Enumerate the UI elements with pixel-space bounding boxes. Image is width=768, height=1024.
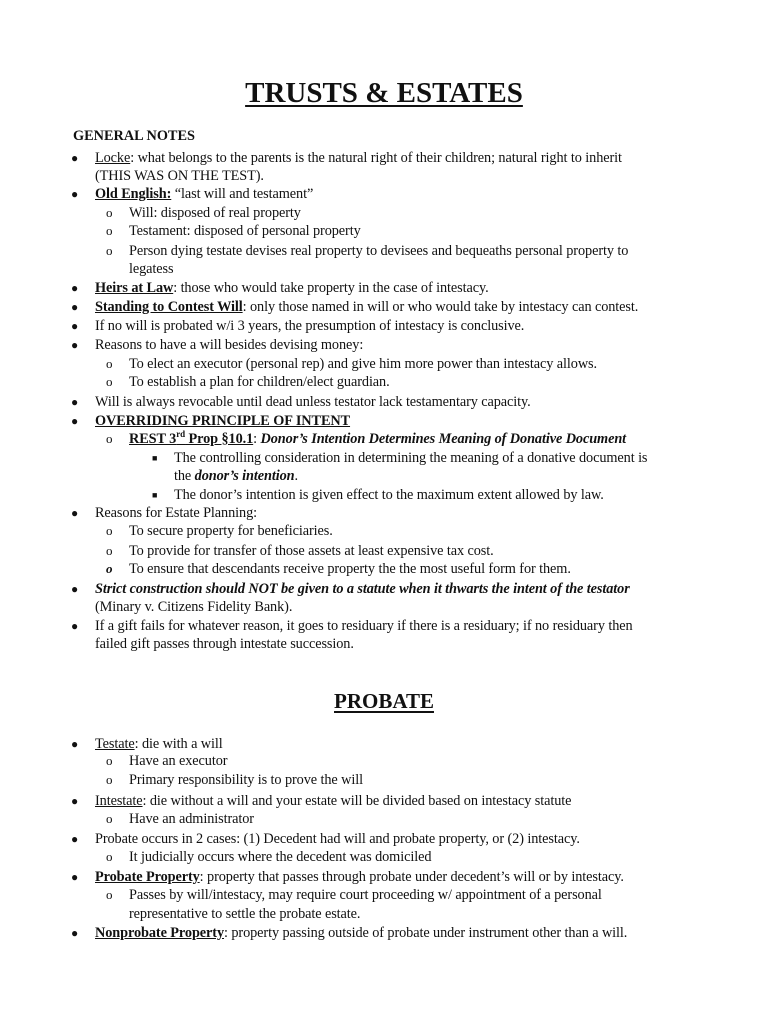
rest-title: Donor’s Intention Determines Meaning of Donative Document bbox=[260, 431, 627, 447]
term-locke: Locke bbox=[95, 150, 131, 166]
rest-citation: REST 3rd Prop §10.1 bbox=[129, 429, 254, 447]
circle-bullet-icon: o bbox=[106, 431, 113, 446]
circle-bullet-icon: o bbox=[106, 561, 113, 576]
sub-item: Passes by will/intestacy, may require court proceeding w/ appointment of a personal bbox=[129, 887, 602, 903]
circle-bullet-icon: o bbox=[106, 205, 113, 220]
document-title: TRUSTS & ESTATES bbox=[245, 77, 523, 109]
list-item-overriding: OVERRIDING PRINCIPLE OF INTENT bbox=[95, 413, 351, 429]
bullet-icon: ● bbox=[71, 300, 79, 314]
sub-item: Have an administrator bbox=[129, 811, 254, 827]
probate-heading: PROBATE bbox=[334, 689, 434, 713]
term-probate-property: Probate Property bbox=[95, 869, 200, 885]
term-testate: Testate bbox=[95, 736, 135, 752]
circle-bullet-icon: o bbox=[106, 374, 113, 389]
general-notes-heading: GENERAL NOTES bbox=[73, 128, 195, 144]
term-nonprobate: Nonprobate Property bbox=[95, 925, 225, 941]
sub-sub-item: The donor’s intention is given effect to the maximum extent allowed by law. bbox=[174, 487, 604, 503]
sub-item-cont: representative to settle the probate estate. bbox=[129, 906, 361, 922]
sub-item: Testament: disposed of personal property bbox=[129, 223, 361, 239]
list-item-old-english: Old English: “last will and testament” bbox=[95, 186, 314, 202]
sub-item: It judicially occurs where the decedent was domiciled bbox=[129, 849, 432, 865]
list-item-locke: Locke: what belongs to the parents is the natural right of their children; natural right to inherit bbox=[95, 150, 622, 166]
list-item-standing: Standing to Contest Will: only those named in will or who would take by intestacy can contest. bbox=[95, 299, 639, 315]
circle-bullet-icon: o bbox=[106, 543, 113, 558]
list-item-locke-cont: (THIS WAS ON THE TEST). bbox=[95, 168, 264, 184]
sub-item-rest: REST 3rd Prop §10.1: Donor’s Intention Determines Meaning of Donative Document bbox=[129, 429, 627, 447]
bullet-icon: ● bbox=[71, 187, 79, 201]
sub-item: Have an executor bbox=[129, 753, 228, 769]
circle-bullet-icon: o bbox=[106, 356, 113, 371]
circle-bullet-icon: o bbox=[106, 223, 113, 238]
list-item-gift-cont: failed gift passes through intestate succession. bbox=[95, 636, 354, 652]
sub-item: Primary responsibility is to prove the will bbox=[129, 772, 363, 788]
bullet-icon: ● bbox=[71, 737, 79, 751]
list-item-nonprobate: Nonprobate Property: property passing outside of probate under instrument other than a will. bbox=[95, 925, 628, 941]
bullet-icon: ● bbox=[71, 582, 79, 596]
bullet-icon: ● bbox=[71, 832, 79, 846]
list-item-revocable: Will is always revocable until dead unless testator lack testamentary capacity. bbox=[95, 394, 531, 410]
bullet-icon: ● bbox=[71, 395, 79, 409]
bullet-icon: ● bbox=[71, 151, 79, 165]
bullet-icon: ● bbox=[71, 414, 79, 428]
circle-bullet-icon: o bbox=[106, 772, 113, 787]
bullet-icon: ● bbox=[71, 319, 79, 333]
sub-item: To establish a plan for children/elect guardian. bbox=[129, 374, 390, 390]
term-standing: Standing to Contest Will bbox=[95, 299, 243, 315]
circle-bullet-icon: o bbox=[106, 811, 113, 826]
list-item-probated: If no will is probated w/i 3 years, the presumption of intestacy is conclusive. bbox=[95, 318, 525, 334]
circle-bullet-icon: o bbox=[106, 243, 113, 258]
bullet-icon: ● bbox=[71, 338, 79, 352]
circle-bullet-icon: o bbox=[106, 753, 113, 768]
bullet-icon: ● bbox=[71, 619, 79, 633]
term-old-english: Old English: bbox=[95, 186, 172, 202]
circle-bullet-icon: o bbox=[106, 887, 113, 902]
bullet-icon: ● bbox=[71, 506, 79, 520]
square-bullet-icon: ■ bbox=[152, 453, 158, 463]
list-item-testate: Testate: die with a will bbox=[95, 736, 223, 752]
sub-item: To provide for transfer of those assets at least expensive tax cost. bbox=[129, 543, 494, 559]
list-item-heirs: Heirs at Law: those who would take property in the case of intestacy. bbox=[95, 280, 489, 296]
list-item-gift: If a gift fails for whatever reason, it goes to residuary if there is a residuary; if no residuary then bbox=[95, 618, 633, 634]
sub-item-cont: legatess bbox=[129, 261, 174, 277]
term-heirs: Heirs at Law bbox=[95, 280, 174, 296]
list-item-strict-cont: (Minary v. Citizens Fidelity Bank). bbox=[95, 599, 293, 615]
sub-sub-item-cont: the donor’s intention. bbox=[174, 468, 298, 484]
sub-item: Person dying testate devises real property to devisees and bequeaths personal property to bbox=[129, 243, 629, 259]
sub-item: To ensure that descendants receive property the the most useful form for them. bbox=[129, 561, 571, 577]
list-item-reasons-will: Reasons to have a will besides devising money: bbox=[95, 337, 364, 353]
sub-item: To secure property for beneficiaries. bbox=[129, 523, 333, 539]
sub-item: Will: disposed of real property bbox=[129, 205, 301, 221]
bullet-icon: ● bbox=[71, 794, 79, 808]
list-item-probate-occurs: Probate occurs in 2 cases: (1) Decedent had will and probate property, or (2) intestacy. bbox=[95, 831, 580, 847]
list-item-estate-planning: Reasons for Estate Planning: bbox=[95, 505, 257, 521]
bullet-icon: ● bbox=[71, 281, 79, 295]
list-item-probate-property: Probate Property: property that passes through probate under decedent’s will or by intestacy. bbox=[95, 869, 624, 885]
circle-bullet-icon: o bbox=[106, 523, 113, 538]
bullet-icon: ● bbox=[71, 926, 79, 940]
sub-item: To elect an executor (personal rep) and give him more power than intestacy allows. bbox=[129, 356, 597, 372]
term-intestate: Intestate bbox=[95, 793, 143, 809]
list-item-strict: Strict construction should NOT be given to a statute when it thwarts the intent of the testator bbox=[95, 581, 630, 597]
circle-bullet-icon: o bbox=[106, 849, 113, 864]
list-item-intestate: Intestate: die without a will and your estate will be divided based on intestacy statute bbox=[95, 793, 572, 809]
square-bullet-icon: ■ bbox=[152, 490, 158, 500]
sub-sub-item: The controlling consideration in determining the meaning of a donative document is bbox=[174, 450, 648, 466]
bullet-icon: ● bbox=[71, 870, 79, 884]
